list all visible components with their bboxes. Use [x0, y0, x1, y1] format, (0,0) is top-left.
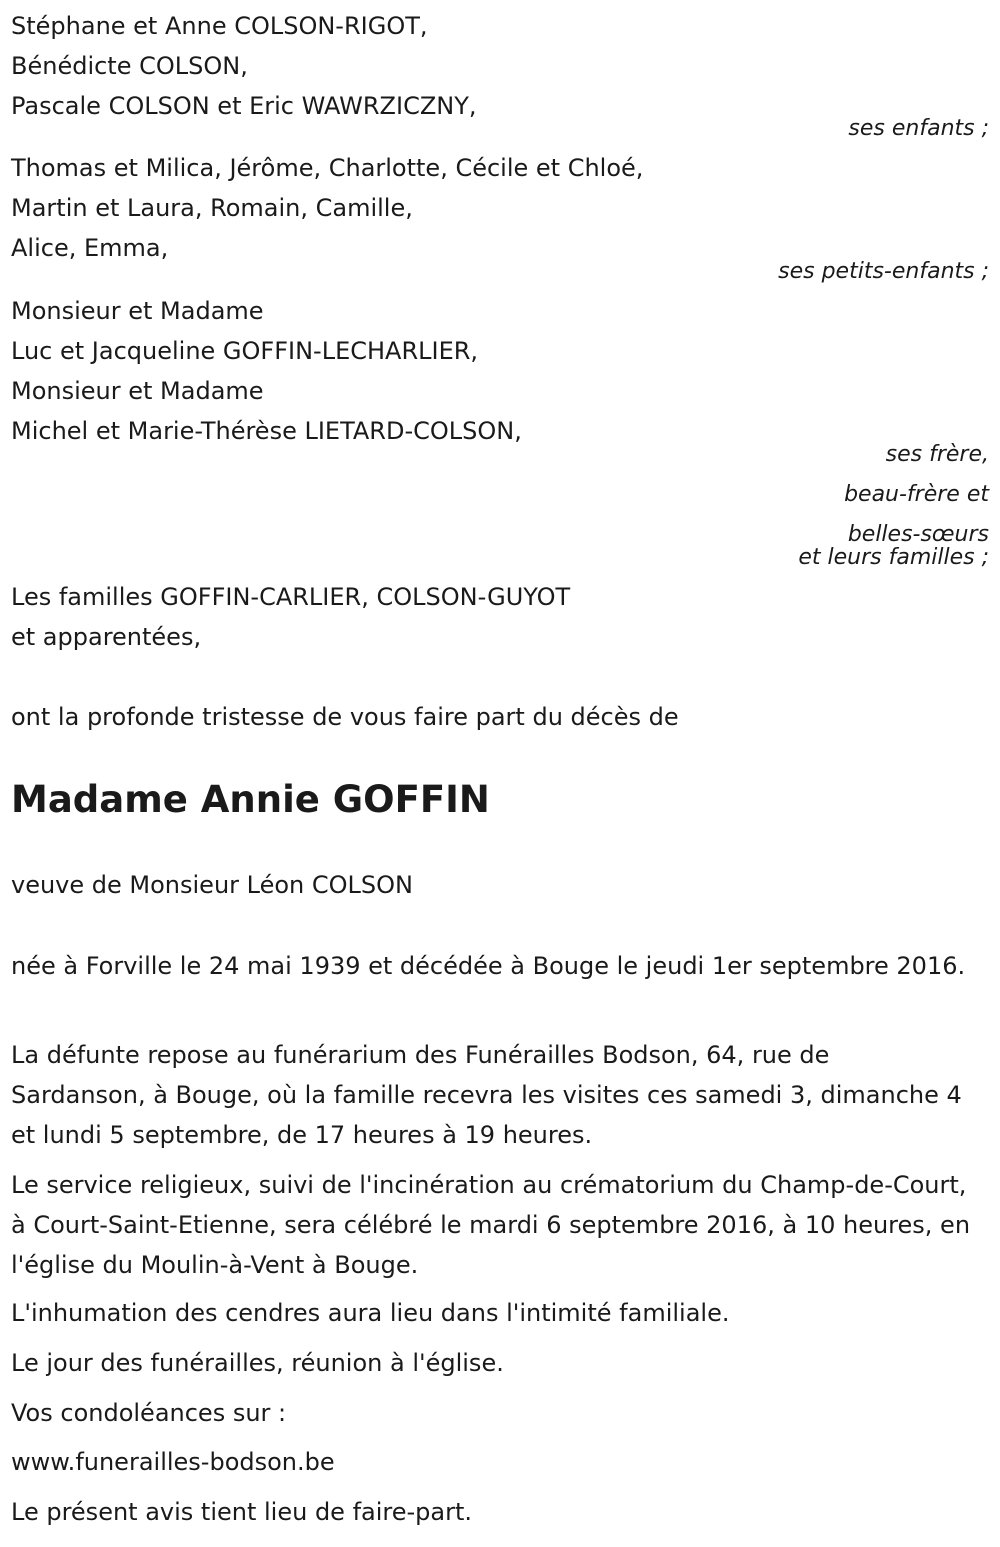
siblings-line: Monsieur et Madame	[11, 377, 264, 405]
service-paragraph: Le service religieux, suivi de l'incinération au crématorium du Champ-de-Court, à Court-Saint-Etienne, sera célébré le mardi 6 septembre 2016, à 10 heures, en l'église du Moulin-à-Vent à Bouge.	[11, 1171, 971, 1279]
website-link[interactable]: www.funerailles-bodson.be	[11, 1448, 335, 1476]
widow-of-text: veuve de Monsieur Léon COLSON	[11, 871, 413, 899]
siblings-line: Monsieur et Madame	[11, 297, 264, 325]
children-role: ses enfants ;	[848, 116, 989, 141]
children-line: Stéphane et Anne COLSON-RIGOT,	[11, 12, 428, 40]
grandchildren-line: Thomas et Milica, Jérôme, Charlotte, Cécile et Chloé,	[11, 154, 644, 182]
announcement-text: ont la profonde tristesse de vous faire part du décès de	[11, 703, 679, 731]
closing-line: Le présent avis tient lieu de faire-part.	[11, 1498, 473, 1526]
children-line: Bénédicte COLSON,	[11, 52, 248, 80]
inhumation-line: L'inhumation des cendres aura lieu dans l'intimité familiale.	[11, 1299, 730, 1327]
siblings-role: belles-sœurs	[847, 522, 989, 547]
children-line: Pascale COLSON et Eric WAWRZICZNY,	[11, 92, 477, 120]
funerarium-paragraph: La défunte repose au funérarium des Funérailles Bodson, 64, rue de Sardanson, à Bouge, où la famille recevra les visites ces samedi 3, dimanche 4 et lundi 5 septembre, de 17 heures à 19 heures.	[11, 1041, 962, 1149]
siblings-line: Michel et Marie-Thérèse LIETARD-COLSON,	[11, 417, 522, 445]
siblings-role: ses frère,	[885, 442, 989, 467]
condolences-line: Vos condoléances sur :	[11, 1399, 287, 1427]
birth-death-paragraph: née à Forville le 24 mai 1939 et décédée à Bouge le jeudi 1er septembre 2016.	[11, 952, 966, 980]
families-line: Les familles GOFFIN-CARLIER, COLSON-GUYOT	[11, 583, 571, 611]
siblings-role: et leurs familles ;	[798, 545, 989, 570]
families-line: et apparentées,	[11, 623, 202, 651]
reunion-line: Le jour des funérailles, réunion à l'église.	[11, 1349, 504, 1377]
grandchildren-role: ses petits-enfants ;	[778, 259, 989, 284]
siblings-role: beau-frère et	[844, 482, 989, 507]
grandchildren-line: Alice, Emma,	[11, 234, 169, 262]
siblings-line: Luc et Jacqueline GOFFIN-LECHARLIER,	[11, 337, 479, 365]
grandchildren-line: Martin et Laura, Romain, Camille,	[11, 194, 413, 222]
deceased-name: Madame Annie GOFFIN	[11, 778, 490, 821]
